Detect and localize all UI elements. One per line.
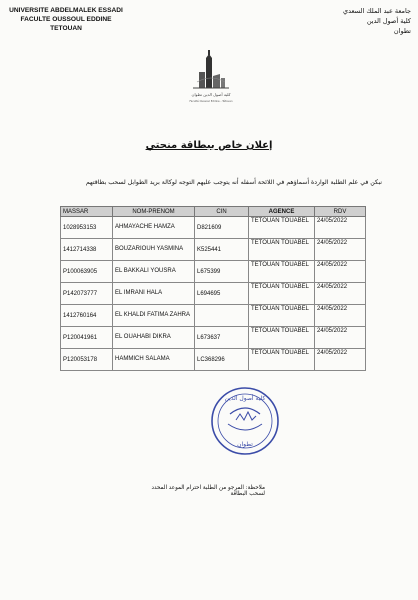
cell-agence: TETOUAN TOUABEL [249,239,315,261]
col-cin: CIN [195,207,249,217]
cell-massar: P100063905 [61,261,113,283]
cell-name: BOUZARIOUH YASMINA [113,239,195,261]
table-row [61,283,366,305]
cell-name: EL OUAHABI DIKRA [113,327,195,349]
cell-name: EL BAKKALI YOUSRA [113,261,195,283]
cell-name: EL IMRANI HALA [113,283,195,305]
cell-rdv: 24/05/2022 [315,217,366,239]
header-arabic [301,6,411,36]
cell-cin: L694695 [195,283,249,305]
cell-massar: P142073777 [61,283,113,305]
remark-note: ملاحظة: المرجو من الطلبة احترام الموعد المحدد لسحب البطاقة [151,485,265,497]
cell-rdv: 24/05/2022 [315,305,366,327]
col-rdv: RDV [315,207,366,217]
notice-text: نبكن في علم الطلبة الواردة أسماؤهم في اللائحة أسفله أنه يتوجب عليهم التوجه لوكالة بريد الطوابل لسحب بطاقتهم [85,179,382,186]
cell-cin: K525441 [195,239,249,261]
cell-cin: L673637 [195,327,249,349]
cell-agence: TETOUAN TOUABEL [249,217,315,239]
cell-agence: TETOUAN TOUABEL [249,283,315,305]
faculty-stamp [208,384,283,459]
faculty-name: FACULTE OUSSOUL EDDINE [20,16,112,23]
city-name: TETOUAN [50,25,82,32]
university-name-ar: جامعة عبد الملك السعدي [343,7,411,15]
logo-caption-ar: كلية أصول الدين تطوان [191,92,231,97]
cell-agence: TETOUAN TOUABEL [249,349,315,371]
stamp-top-text: كلية أصول الدين [224,395,266,402]
cell-agence: TETOUAN TOUABEL [249,327,315,349]
table-row [61,349,366,371]
table-header-row [61,207,366,217]
cell-agence: TETOUAN TOUABEL [249,305,315,327]
cell-massar: 1412760164 [61,305,113,327]
cell-rdv: 24/05/2022 [315,327,366,349]
cell-rdv: 24/05/2022 [315,283,366,305]
table-row [61,261,366,283]
cell-rdv: 24/05/2022 [315,349,366,371]
cell-massar: 1412714338 [61,239,113,261]
students-table [60,206,366,371]
cell-agence: TETOUAN TOUABEL [249,261,315,283]
cell-massar: P120053178 [61,349,113,371]
city-name-ar: تطوان [393,27,411,35]
cell-cin [195,305,249,327]
university-name: UNIVERSITE ABDELMALEK ESSADI [9,7,123,14]
header-latin [6,6,126,33]
faculty-name-ar: كلية أصول الدين [366,17,411,25]
table-row [61,217,366,239]
cell-massar: P120041961 [61,327,113,349]
cell-cin: LC368296 [195,349,249,371]
cell-massar: 1028953153 [61,217,113,239]
cell-cin: L675399 [195,261,249,283]
col-name: NOM-PRENOM [113,207,195,217]
cell-name: HAMMICH SALAMA [113,349,195,371]
page-title: إعلان خاص ببطاقة منحتي [145,140,273,151]
col-massar: MASSAR [61,207,113,217]
faculty-tower-logo-icon [185,48,237,106]
logo-caption-fr: Faculté Oussoul Eddine - Tétouan [189,100,233,103]
table-row [61,305,366,327]
table-row [61,239,366,261]
faculty-logo [185,48,237,106]
cell-rdv: 24/05/2022 [315,239,366,261]
cell-name: EL KHALDI FATIMA ZAHRA [113,305,195,327]
cell-name: AHMAYACHE HAMZA [113,217,195,239]
table-row [61,327,366,349]
stamp-icon [208,384,283,459]
cell-rdv: 24/05/2022 [315,261,366,283]
col-agence: AGENCE [249,207,315,217]
cell-cin: D821609 [195,217,249,239]
stamp-bottom-text: تطوان [237,441,253,448]
